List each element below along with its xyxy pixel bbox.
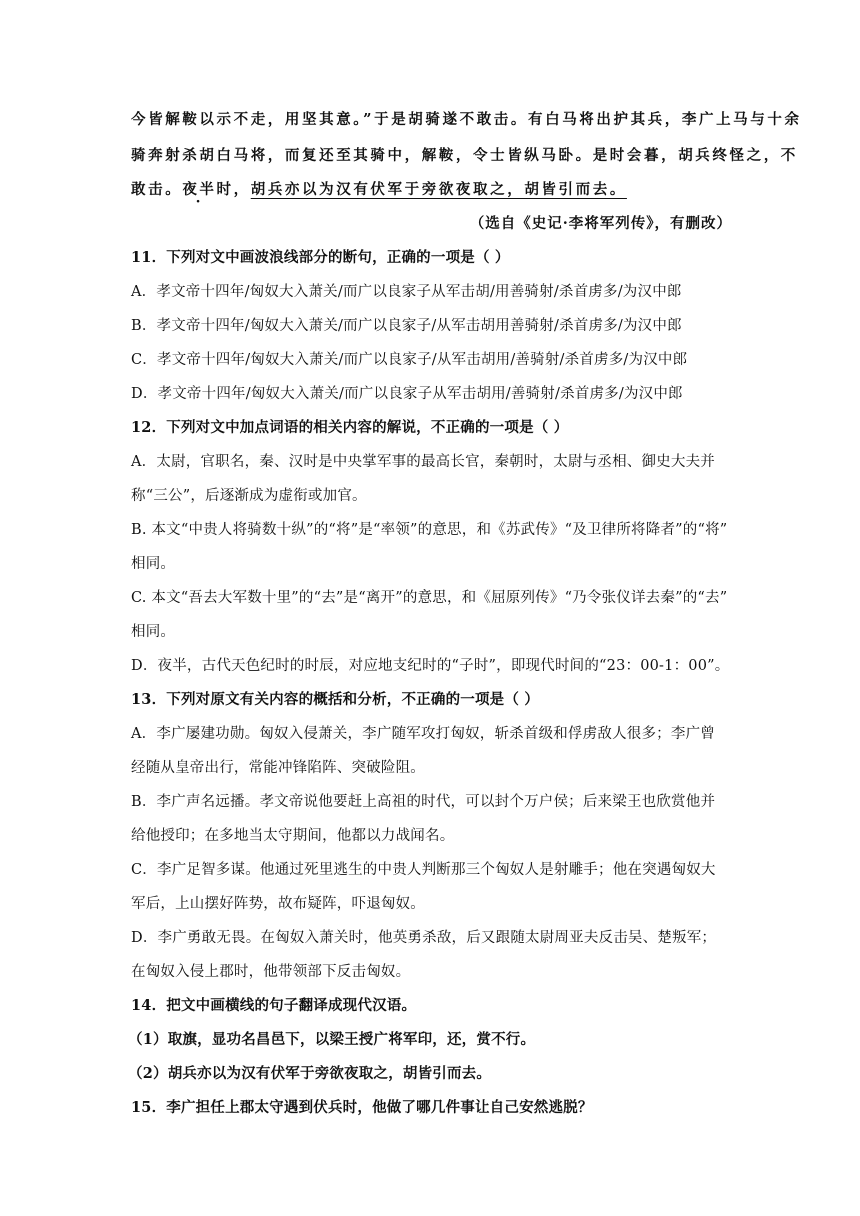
question-13-option-d-line-2: 在匈奴入侵上郡时，他带领部下反击匈奴。	[131, 964, 411, 980]
question-12-option-a-line-1: A．太尉，官职名，秦、汉时是中央掌军事的最高长官，秦朝时，太尉与丞相、御史大夫并	[131, 454, 715, 470]
passage-line-3	[131, 180, 732, 200]
passage-line-3-mid: 时，	[216, 181, 251, 198]
question-12-option-b-line-1: B. 本文“中贵人将骑数十纵”的“将”是“率领”的意思，和《苏武传》“及卫律所将降者”的“将”	[131, 522, 728, 538]
question-12-option-d: D．夜半，古代天色纪时的时辰，对应地支纪时的“子时”，即现代时间的“23：00-1：00”。	[131, 658, 730, 674]
question-13-option-b-line-2: 给他授印；在多地当太守期间，他都以力战闻名。	[131, 828, 455, 844]
question-13-option-a-line-1: A．李广屡建功勋。匈奴入侵萧关，李广随军攻打匈奴，斩杀首级和俘虏敌人很多；李广曾	[131, 726, 715, 742]
question-12-stem: 12．下列对文中加点词语的相关内容的解说，不正确的一项是（ ）	[131, 419, 569, 436]
question-11-option-c: C．孝文帝十四年/匈奴大入萧关/而广以良家子/从军击胡用/善骑射/杀首虏多/为汉中郎	[131, 352, 688, 368]
question-11-option-b: B．孝文帝十四年/匈奴大入萧关/而广以良家子/从军击胡用善骑射/杀首虏多/为汉中郎	[131, 318, 682, 334]
question-13-option-b-line-1: B．李广声名远播。孝文帝说他要赶上高祖的时代，可以封个万户侯；后来梁王也欣赏他并	[131, 794, 716, 810]
question-12-option-a-line-2: 称“三公”，后逐渐成为虚衔或加官。	[131, 488, 367, 504]
question-14-stem: 14．把文中画横线的句子翻译成现代汉语。	[131, 997, 417, 1014]
question-12-option-c-line-2: 相同。	[131, 624, 176, 640]
question-13-option-a-line-2: 经随从皇帝出行，常能冲锋陷阵、突破险阻。	[131, 760, 425, 776]
passage-line-2: 骑奔射杀胡白马将，而复还至其骑中，解鞍，令士皆纵马卧。是时会暮，胡兵终怪之，不	[131, 147, 798, 164]
underlined-sentence: 胡兵亦以为汉有伏军于旁欲夜取之，胡皆引而去。	[250, 181, 627, 198]
question-15-stem: 15．李广担任上郡太守遇到伏兵时，他做了哪几件事让自己安然逃脱？	[131, 1099, 593, 1116]
question-14-sentence-1: （1）取旗，显功名昌邑下，以梁王授广将军印，还，赏不行。	[128, 1031, 536, 1048]
question-14-sentence-2: （2）胡兵亦以为汉有伏军于旁欲夜取之，胡皆引而去。	[128, 1065, 492, 1082]
question-13-option-d-line-1: D．李广勇敢无畏。在匈奴入萧关时，他英勇杀敌，后又跟随太尉周亚夫反击吴、楚叛军；	[131, 930, 717, 946]
question-13-option-c-line-2: 军后，上山摆好阵势，故布疑阵，吓退匈奴。	[131, 896, 425, 912]
question-11-option-d: D．孝文帝十四年/匈奴大入萧关/而广以良家子从军击胡用/善骑射/杀首虏多/为汉中郎	[131, 386, 683, 402]
passage-line-3-start: 敢击。	[131, 181, 183, 198]
passage-line-1: 今皆解鞍以示不走，用坚其意。”于是胡骑遂不敢击。有白马将出护其兵，李广上马与十余	[131, 111, 802, 128]
passage-source: （选自《史记·李将军列传》，有删改）	[469, 215, 732, 232]
dotted-term-yeban: 夜半	[182, 181, 217, 198]
question-12-option-b-line-2: 相同。	[131, 556, 176, 572]
question-13-option-c-line-1: C．李广足智多谋。他通过死里逃生的中贵人判断那三个匈奴人是射雕手；他在突遇匈奴大	[131, 862, 716, 878]
question-11-option-a: A．孝文帝十四年/匈奴大入萧关/而广以良家子从军击胡/用善骑射/杀首虏多/为汉中郎	[131, 284, 682, 300]
question-13-stem: 13．下列对原文有关内容的概括和分析，不正确的一项是（ ）	[131, 691, 540, 708]
question-12-option-c-line-1: C. 本文“吾去大军数十里”的“去”是“离开”的意思，和《屈原列传》“乃令张仪详去秦”的“去”	[131, 590, 728, 606]
question-11-stem: 11．下列对文中画波浪线部分的断句，正确的一项是（ ）	[131, 249, 510, 266]
